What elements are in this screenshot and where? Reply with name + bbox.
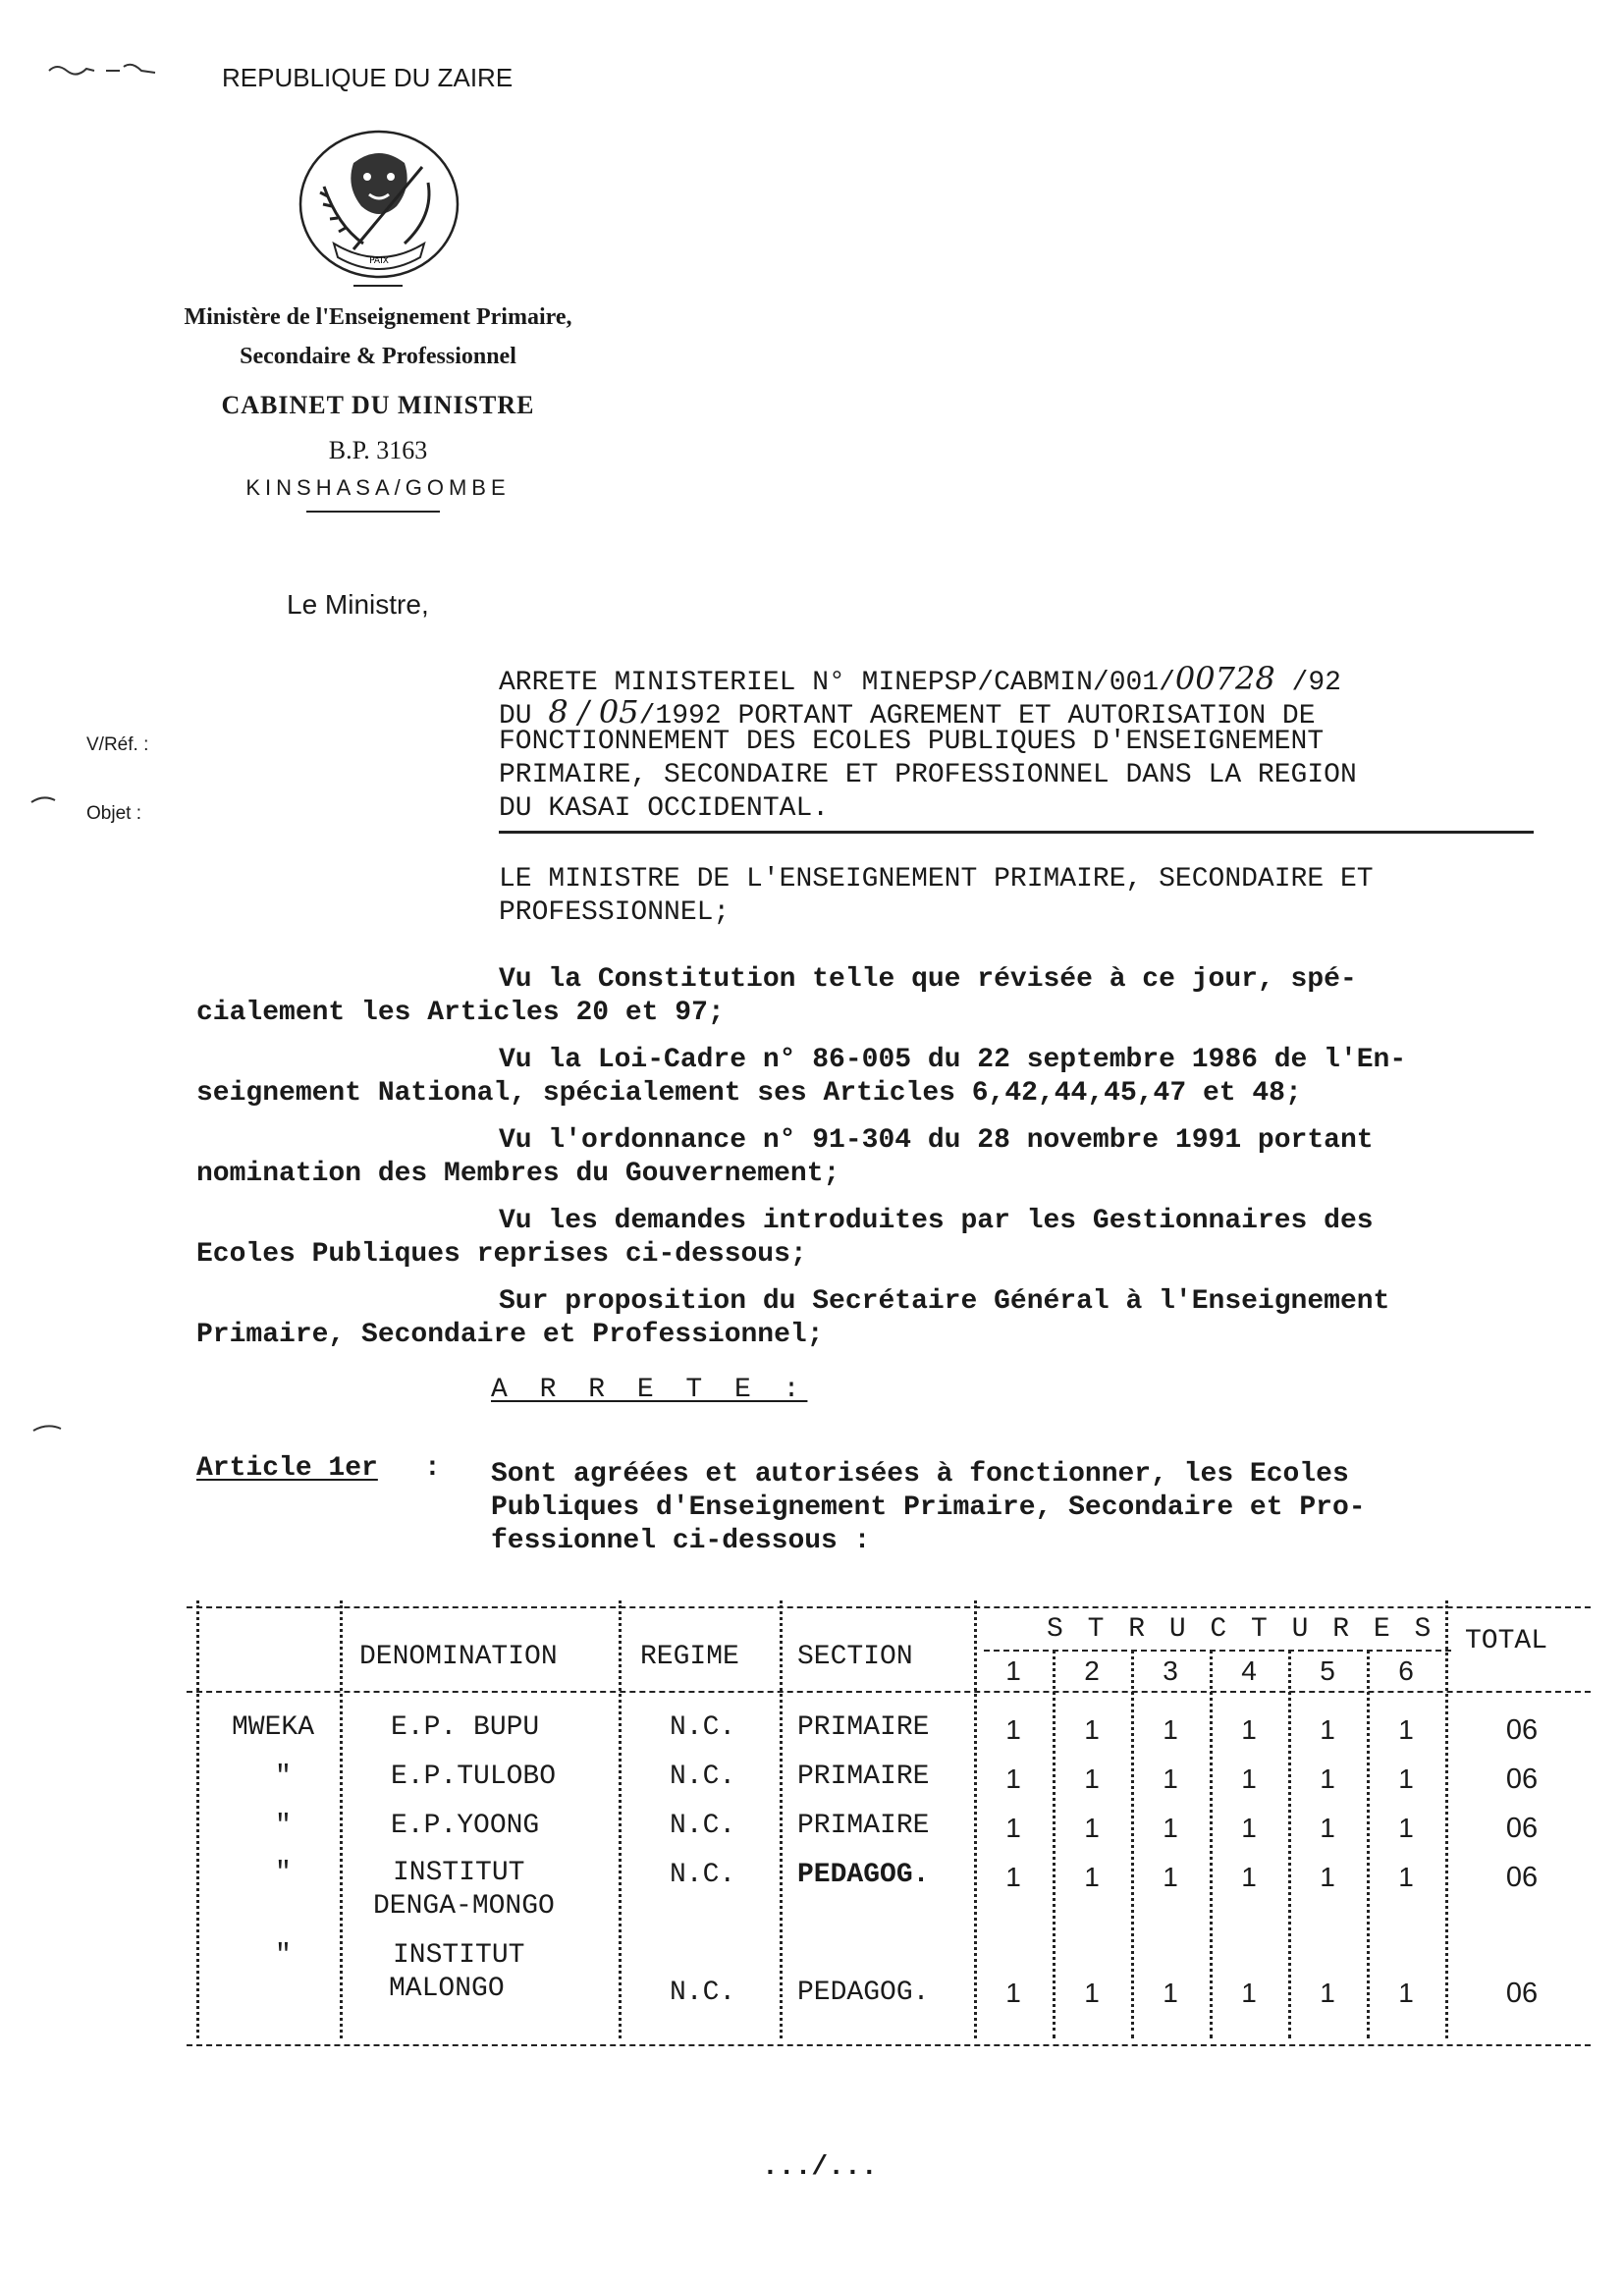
- row-3-s3: 1: [1163, 1813, 1178, 1843]
- decree-number-suffix: /92: [1274, 668, 1341, 698]
- row-1-s6: 1: [1398, 1714, 1414, 1745]
- row-3-name: E.P.YOONG: [391, 1811, 540, 1841]
- row-4-place: ": [275, 1858, 292, 1888]
- consideration-3-line1: Vu l'ordonnance n° 91-304 du 28 novembre 1991 portant: [499, 1125, 1374, 1156]
- article-1-label: Article 1er: [196, 1453, 378, 1484]
- ministry-name-line2: Secondaire & Professionnel: [240, 344, 516, 369]
- col-sep-s4: [1288, 1650, 1291, 2038]
- article-1-colon: :: [424, 1453, 441, 1484]
- header-structure-4: 4: [1241, 1655, 1257, 1686]
- row-3-section: PRIMAIRE: [797, 1811, 930, 1841]
- row-1-s2: 1: [1084, 1714, 1100, 1745]
- header-structure-3: 3: [1163, 1655, 1178, 1686]
- row-4-s4: 1: [1241, 1862, 1257, 1892]
- subject-label: Objet :: [86, 803, 141, 824]
- row-4-s3: 1: [1163, 1862, 1178, 1892]
- row-4-s6: 1: [1398, 1862, 1414, 1892]
- row-1-total: 06: [1505, 1714, 1539, 1746]
- row-3-s1: 1: [1005, 1813, 1021, 1843]
- row-5-name-line1: INSTITUT: [393, 1940, 525, 1971]
- handwritten-decree-date: 8 / 05: [548, 693, 639, 731]
- consideration-5-line1: Sur proposition du Secrétaire Général à l'Enseignement: [499, 1286, 1390, 1317]
- reference-label: V/Réf. :: [86, 734, 149, 755]
- consideration-1-line1: Vu la Constitution telle que révisée à ce jour, spé-: [499, 964, 1357, 995]
- handwritten-decree-number: 00728: [1174, 660, 1275, 697]
- header-denomination: DENOMINATION: [359, 1642, 558, 1672]
- row-1-s1: 1: [1005, 1714, 1021, 1745]
- minister-heading-line1: LE MINISTRE DE L'ENSEIGNEMENT PRIMAIRE, SECONDAIRE ET: [499, 864, 1374, 895]
- margin-tick-1: [29, 791, 57, 801]
- col-sep-2: [340, 1600, 343, 2038]
- arrete-heading: A R R E T E :: [491, 1375, 808, 1405]
- header-structure-5: 5: [1320, 1655, 1335, 1686]
- header-section: SECTION: [797, 1642, 913, 1672]
- row-1-place: MWEKA: [232, 1712, 315, 1743]
- row-1-s3: 1: [1163, 1714, 1178, 1745]
- row-1-s4: 1: [1241, 1714, 1257, 1745]
- row-5-section: PEDAGOG.: [797, 1978, 930, 2008]
- consideration-2-line2: seignement National, spécialement ses Articles 6,42,44,45,47 et 48;: [196, 1078, 1302, 1109]
- consideration-4-line1: Vu les demandes introduites par les Gestionnaires des: [499, 1206, 1374, 1236]
- col-sep-s2: [1131, 1650, 1134, 2038]
- postal-box: B.P. 3163: [328, 436, 428, 464]
- row-1-s5: 1: [1320, 1714, 1335, 1745]
- row-2-name: E.P.TULOBO: [391, 1762, 557, 1792]
- row-2-place: ": [275, 1762, 292, 1792]
- col-sep-6: [1445, 1600, 1448, 2038]
- consideration-2-line1: Vu la Loi-Cadre n° 86-005 du 22 septembre 1986 de l'En-: [499, 1045, 1407, 1075]
- row-3-s2: 1: [1084, 1813, 1100, 1843]
- schools-table: [187, 1600, 1591, 2052]
- row-2-total: 06: [1505, 1763, 1539, 1795]
- seal-underline: [353, 285, 403, 287]
- consideration-1-line2: cialement les Articles 20 et 97;: [196, 998, 725, 1028]
- row-2-s3: 1: [1163, 1763, 1178, 1794]
- row-1-regime: N.C.: [670, 1712, 736, 1743]
- cabinet-heading: CABINET DU MINISTRE: [221, 391, 535, 419]
- row-5-regime: N.C.: [670, 1978, 736, 2008]
- consideration-4-line2: Ecoles Publiques reprises ci-dessous;: [196, 1239, 807, 1270]
- decree-title-line5: DU KASAI OCCIDENTAL.: [499, 793, 830, 824]
- row-5-s2: 1: [1084, 1978, 1100, 2008]
- corner-scribble: [47, 59, 165, 79]
- consideration-3-line2: nomination des Membres du Gouvernement;: [196, 1159, 840, 1189]
- republic-heading: REPUBLIQUE DU ZAIRE: [222, 63, 514, 92]
- row-5-total: 06: [1505, 1978, 1539, 2009]
- row-4-name-line2: DENGA-MONGO: [373, 1891, 555, 1922]
- row-3-s4: 1: [1241, 1813, 1257, 1843]
- row-1-section: PRIMAIRE: [797, 1712, 930, 1743]
- header-structure-1: 1: [1005, 1655, 1021, 1686]
- row-2-regime: N.C.: [670, 1762, 736, 1792]
- header-total: TOTAL: [1465, 1626, 1548, 1656]
- col-sep-s1: [1053, 1650, 1056, 2038]
- article-1-line3: fessionnel ci-dessous :: [491, 1526, 871, 1556]
- row-5-s5: 1: [1320, 1978, 1335, 2008]
- row-4-name-line1: INSTITUT: [393, 1858, 525, 1888]
- city: KINSHASA/GOMBE: [245, 475, 511, 500]
- seal-motto: PAIX: [369, 256, 389, 266]
- row-2-s5: 1: [1320, 1763, 1335, 1794]
- row-5-s4: 1: [1241, 1978, 1257, 2008]
- row-1-name: E.P. BUPU: [391, 1712, 540, 1743]
- col-sep-s3: [1210, 1650, 1213, 2038]
- col-sep-4: [780, 1600, 783, 2038]
- row-3-place: ": [275, 1811, 292, 1841]
- table-header-rule: [187, 1691, 1591, 1693]
- header-structures: S T R U C T U R E S: [1047, 1614, 1435, 1645]
- title-underline: [499, 831, 1534, 834]
- row-3-regime: N.C.: [670, 1811, 736, 1841]
- margin-tick-2: [31, 1420, 63, 1430]
- row-5-s1: 1: [1005, 1978, 1021, 2008]
- decree-title-line3: FONCTIONNEMENT DES ECOLES PUBLIQUES D'ENSEIGNEMENT: [499, 727, 1325, 757]
- row-3-s6: 1: [1398, 1813, 1414, 1843]
- continuation-mark: .../...: [762, 2152, 878, 2183]
- table-bottom-rule: [187, 2044, 1591, 2046]
- row-2-s4: 1: [1241, 1763, 1257, 1794]
- col-sep-3: [619, 1600, 622, 2038]
- row-4-total: 06: [1505, 1862, 1539, 1893]
- row-5-name-line2: MALONGO: [389, 1974, 505, 2004]
- decree-number-prefix: ARRETE MINISTERIEL N° MINEPSP/CABMIN/001/: [499, 668, 1175, 698]
- col-sep-5: [974, 1600, 977, 2038]
- row-4-s5: 1: [1320, 1862, 1335, 1892]
- ministry-name-line1: Ministère de l'Enseignement Primaire,: [184, 304, 572, 330]
- header-regime: REGIME: [640, 1642, 739, 1672]
- row-2-s2: 1: [1084, 1763, 1100, 1794]
- article-1-line2: Publiques d'Enseignement Primaire, Secondaire et Pro-: [491, 1492, 1366, 1523]
- col-sep-1: [196, 1600, 199, 2038]
- row-5-place: ": [275, 1940, 292, 1971]
- national-seal: [295, 128, 463, 285]
- header-structure-2: 2: [1084, 1655, 1100, 1686]
- row-3-total: 06: [1505, 1813, 1539, 1844]
- row-2-s6: 1: [1398, 1763, 1414, 1794]
- consideration-5-line2: Primaire, Secondaire et Professionnel;: [196, 1320, 824, 1350]
- row-4-section: PEDAGOG.: [797, 1860, 930, 1890]
- decree-date-prefix: DU: [499, 701, 549, 732]
- row-4-s2: 1: [1084, 1862, 1100, 1892]
- city-underline: [306, 511, 440, 513]
- salutation: Le Ministre,: [287, 589, 429, 620]
- table-top-rule: [187, 1606, 1591, 1608]
- row-2-s1: 1: [1005, 1763, 1021, 1794]
- row-2-section: PRIMAIRE: [797, 1762, 930, 1792]
- minister-heading-line2: PROFESSIONNEL;: [499, 897, 731, 928]
- decree-date-suffix: /1992 PORTANT AGREMENT ET AUTORISATION DE: [638, 701, 1316, 732]
- row-5-s3: 1: [1163, 1978, 1178, 2008]
- decree-title-line4: PRIMAIRE, SECONDAIRE ET PROFESSIONNEL DANS LA REGION: [499, 760, 1357, 790]
- row-4-s1: 1: [1005, 1862, 1021, 1892]
- row-3-s5: 1: [1320, 1813, 1335, 1843]
- row-4-regime: N.C.: [670, 1860, 736, 1890]
- row-5-s6: 1: [1398, 1978, 1414, 2008]
- article-1-line1: Sont agréées et autorisées à fonctionner, les Ecoles: [491, 1459, 1349, 1490]
- header-structure-6: 6: [1398, 1655, 1414, 1686]
- col-sep-s5: [1367, 1650, 1370, 2038]
